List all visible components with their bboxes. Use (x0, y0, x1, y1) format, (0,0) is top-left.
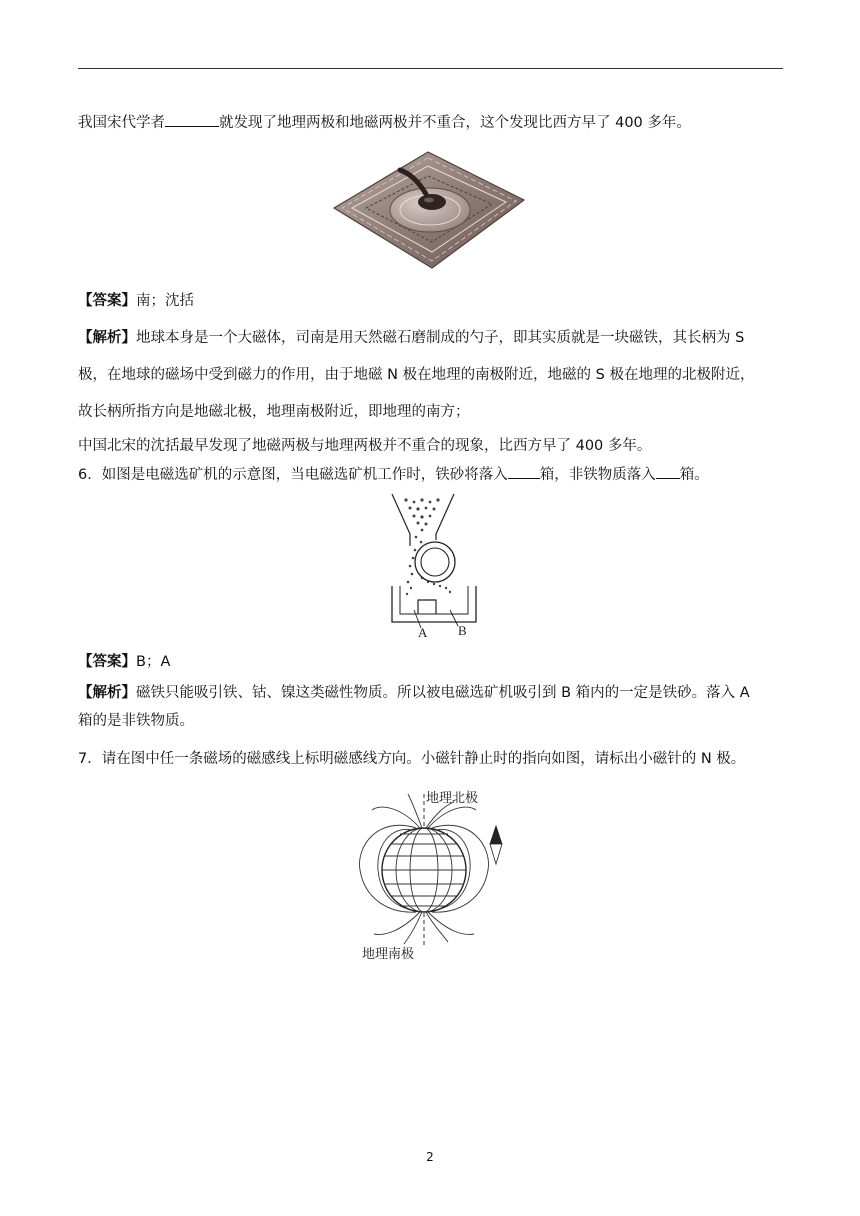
q5-analysis-line-2: 极，在地球的磁场中受到磁力的作用，由于地磁 N 极在地理的南极附近，地磁的 S 极在地理的北极附近， (78, 367, 755, 383)
question-6: 6．如图是电磁选矿机的示意图，当电磁选矿机工作时，铁砂将落入 箱，非铁物质落入 箱。 (78, 464, 783, 486)
box-a-label: A (418, 625, 428, 640)
q6-analysis-line-1: 【解析】磁铁只能吸引铁、钴、镍这类磁性物质。所以被电磁选矿机吸引到 B 箱内的一定是铁砂。落入 A (78, 685, 750, 701)
geographic-north-label: 地理北极 (426, 791, 479, 806)
box-b-label: B (458, 623, 467, 638)
q5-analysis-line-3: 故长柄所指方向是地磁北极，地理南极附近，即地理的南方； (78, 404, 470, 420)
question-7: 7．请在图中任一条磁场的磁感线上标明磁感线方向。小磁针静止时的指向如图，请标出小磁针的 N 极。 (78, 751, 746, 767)
q5-answer: 【答案】南；沈括 (78, 293, 194, 309)
page-number: 2 (426, 1150, 434, 1164)
compass-needle-light-half (490, 844, 502, 864)
compass-needle-dark-half (490, 826, 502, 844)
q5-analysis-line-4: 中国北宋的沈括最早发现了地磁两极与地理两极并不重合的现象，比西方早了 400 多年。 (78, 438, 652, 454)
earth-magnetic-field-diagram (350, 786, 520, 962)
q5-analysis-line-1: 【解析】地球本身是一个大磁体，司南是用天然磁石磨制成的勺子，即其实质就是一块磁铁，其长柄为 S (78, 330, 745, 346)
answer-blank (165, 112, 219, 127)
header-rule (78, 68, 783, 69)
q6-blank-1 (508, 464, 540, 479)
magnetic-separator-diagram (388, 492, 480, 640)
sinan-compass-image (330, 148, 530, 272)
q6-blank-2 (656, 464, 680, 479)
q6-analysis-line-2: 箱的是非铁物质。 (78, 713, 194, 729)
intro-text: 我国宋代学者 就发现了地理两极和地磁两极并不重合，这个发现比西方早了 400 多年。 (78, 112, 783, 134)
geographic-south-label: 地理南极 (362, 947, 415, 962)
q6-answer: 【答案】B；A (78, 654, 171, 670)
